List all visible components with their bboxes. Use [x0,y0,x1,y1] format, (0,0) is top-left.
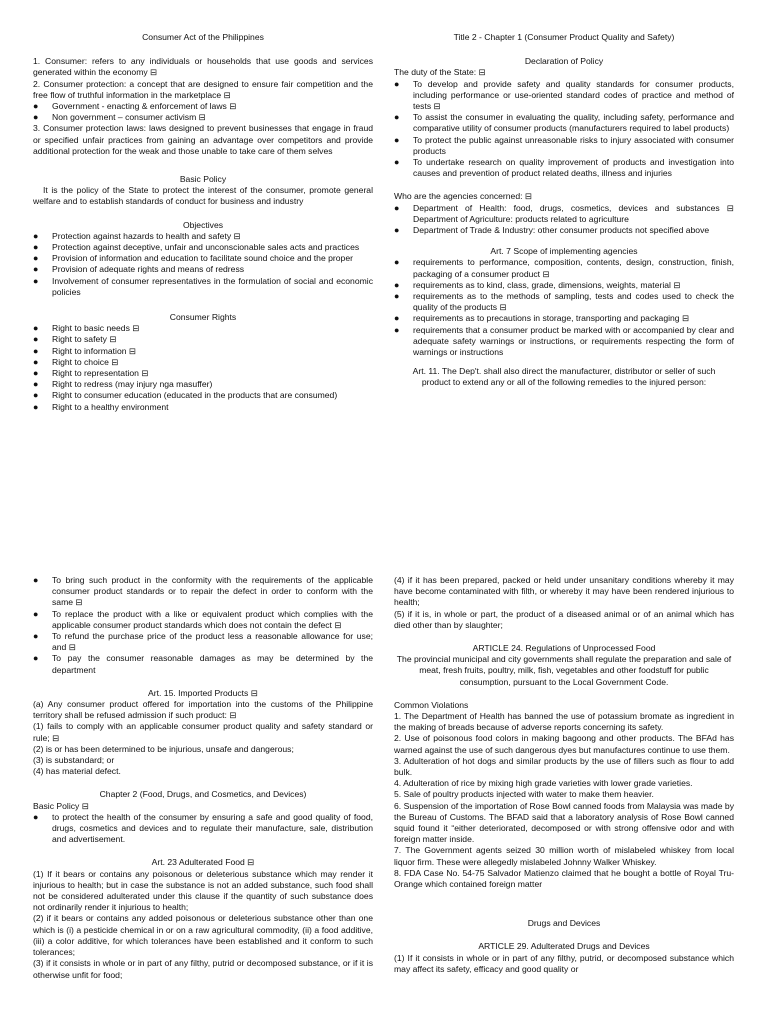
list-item: ● to protect the health of the consumer by ensuring a safe and good quality of food, drugs, cosmetics and devices and to regulate their manufacture, sale, distribution and advertisement. [33,812,373,846]
list-item: ● Involvement of consumer representatives in the formulation of social and economic policies [33,276,373,298]
violation-item: 4. Adulteration of rice by mixing high grade varieties with lower grade varieties. [394,778,693,789]
rights-list [33,323,373,413]
list-item: ● Right to a healthy environment [33,402,373,413]
art15-line: (4) has material defect. [33,766,121,777]
top-right-column [394,32,734,389]
list-item: ● To replace the product with a like or equivalent product which complies with the applicable consumer product standards which does not contain the defect ⊟ [33,609,373,631]
agencies-intro: Who are the agencies concerned: ⊟ [394,191,533,202]
violation-item: 3. Adulteration of hot dogs and similar products by the use of fillers such as flour to add bulk. [394,755,734,778]
list-item: ● Right to information ⊟ [33,346,373,357]
section-heading: Consumer Rights [169,312,237,323]
violation-item: 8. FDA Case No. 54-75 Salvador Matienzo claimed that he bought a bottle of Royal Tru-Orange which contained foreign matter [394,867,734,890]
list-item: ● To assist the consumer in evaluating the quality, including safety, performance and comparative utility of consumer products (manufacturers required to label products) [394,112,734,134]
art23-continued-line: (4) if it has been prepared, packed or held under unsanitary conditions whereby it may have become contaminated with filth, or whereby it may have been rendered injurious to health; [394,575,734,608]
list-item: ● Right to consumer education (educated in the products that are consumed) [33,390,373,401]
list-item: ● Right to safety ⊟ [33,334,373,345]
list-item: ● Right to choice ⊟ [33,357,373,368]
section-heading: Chapter 2 (Food, Drugs, and Cosmetics, and Devices) [99,789,307,800]
list-item: ● To undertake research on quality improvement of products and investigation into causes and prevention of product related deaths, illness and injuries [394,157,734,179]
list-item: ● requirements as to the methods of sampling, tests and codes used to check the quality of the products ⊟ [394,291,734,313]
list-item: ● Department of Trade & Industry: other consumer products not specified above [394,225,734,236]
list-item: ● Right to redress (may injury nga masuffer) [33,379,373,390]
art7-list [394,257,734,358]
list-item: ● requirements as to precautions in storage, transporting and packaging ⊟ [394,313,734,324]
section-heading: Art. 15. Imported Products ⊟ [148,687,258,698]
remedies-list [33,575,373,676]
art23-line: (1) If it bears or contains any poisonous or deleterious substance which may render it injurious to health; but in case the substance is not an added substance, such food shall not be considered adulterated under this clause if the quantity of such substance does not ordinarily render it injurious to health; [33,868,373,913]
list-item: ● Protection against hazards to health and safety ⊟ [33,231,373,242]
chapter-title: Title 2 - Chapter 1 (Consumer Product Quality and Safety) [453,32,675,42]
section-heading: Art. 23 Adulterated Food ⊟ [151,857,255,868]
section-heading: ARTICLE 29. Adulterated Drugs and Devices [478,941,650,952]
list-item: ● To bring such product in the conformity with the requirements of the applicable consumer product standards or to repair the defect in order to conform with the same ⊟ [33,575,373,609]
violation-item: 2. Use of poisonous food colors in making bagoong and other products. The BFAd has warned against the use of such dangerous dyes but manufactures continue to use them. [394,733,734,755]
art15-line: (2) is or has been determined to be injurious, unsafe and dangerous; [33,743,294,754]
bottom-left-column [33,575,373,981]
list-item: ● To protect the public against unreasonable risks to injury associated with consumer products [394,135,734,157]
definition-bullets [33,101,373,123]
list-item: ● requirements as to kind, class, grade, dimensions, weights, material ⊟ [394,280,734,291]
duties-list [394,79,734,180]
art15-line: (1) fails to comply with an applicable consumer product quality and safety standard or rule; ⊟ [33,721,373,743]
art15-line: (a) Any consumer product offered for importation into the customs of the Philippine territory shall be refused admission if such product: ⊟ [33,699,373,721]
art15-line: (3) is substandard; or [33,755,115,766]
violation-item: 1. The Department of Health has banned the use of potassium bromate as ingredient in the making of breads because of adverse reports concerning its safety. [394,711,734,733]
section-heading: ARTICLE 24. Regulations of Unprocessed Food [472,643,656,654]
ch2-list [33,812,373,846]
violation-item: 5. Sale of poultry products injected with water to make them heavier. [394,789,654,800]
definition-3: 3. Consumer protection laws: laws designed to prevent businesses that engage in fraud or specified unfair practices from gaining an advantage over competitors and provide additional protection for the weak and those unable to take care of them selves [33,123,373,156]
violation-item: 7. The Government agents seized 30 million worth of mislabeled whiskey from local liquor firm. These were allegedly mislabeled Johnny Walker Whiskey. [394,845,734,867]
list-item: ● Government - enacting & enforcement of laws ⊟ [33,101,373,112]
document-title: Consumer Act of the Philippines [142,32,264,42]
section-heading: Declaration of Policy [524,56,604,67]
list-item: ● To develop and provide safety and quality standards for consumer products, including performance or use-oriented standard codes of practice and method of tests ⊟ [394,79,734,113]
art23-line: (2) if it bears or contains any added poisonous or deleterious substance other than one which is (i) a pesticide chemical in or on a raw agricultural commodity, (ii) a food additive, (iii) a color additive, for which tolerances have been established and it conform to such tolerances; [33,913,373,958]
list-item: ● Provision of adequate rights and means of redress [33,264,373,275]
list-item: ● Right to representation ⊟ [33,368,373,379]
art23-continued-line: (5) if it is, in whole or part, the product of a diseased animal or of an animal which has died other than by slaughter; [394,608,734,630]
violations-heading: Common Violations [394,699,469,710]
art11-text: Art. 11. The Dep't. shall also direct the manufacturer, distributor or seller of such product to extend any or all of the following remedies to the injured person: [412,366,716,388]
objectives-list [33,231,373,298]
art29-text: (1) If it consists in whole or in part of any filthy, putrid, or decomposed substance which may affect its safety, efficacy and good quality or [394,952,734,974]
definition-1: 1. Consumer: refers to any individuals or households that use goods and services generated within the economy ⊟ [33,56,373,78]
top-left-column [33,32,373,413]
violation-item: 6. Suspension of the importation of Rose Bowl canned foods from Malaysia was made by the Bureau of Customs. The BFAD said that a laboratory analysis of Rose Bowl canned squid found it “either deteriorated, decomposed or with strong offensive odor and with foreign matter inside. [394,800,734,845]
bottom-right-column [394,575,734,975]
duty-intro: The duty of the State: ⊟ [394,67,486,78]
list-item: ● To refund the purchase price of the product less a reasonable allowance for use; and ⊟ [33,631,373,653]
art23-line: (3) if it consists in whole or in part of any filthy, putrid or decomposed substance, or if it is otherwise unfit for food; [33,958,373,980]
list-item: ● Protection against deceptive, unfair and unconscionable sales acts and practices [33,242,373,253]
section-heading: Drugs and Devices [527,918,601,929]
list-item: ● requirements to performance, composition, contents, design, construction, finish, packaging of a consumer product ⊟ [394,257,734,279]
list-item: ● Right to basic needs ⊟ [33,323,373,334]
section-heading: Basic Policy [179,174,227,185]
agencies-list [394,203,734,237]
section-heading: Art. 7 Scope of implementing agencies [490,246,638,257]
list-item: ● To pay the consumer reasonable damages as may be determined by the department [33,653,373,675]
basic-policy-label: Basic Policy ⊟ [33,800,89,811]
art24-text: The provincial municipal and city governments shall regulate the preparation and sale of meat, fresh fruits, poultry, milk, fish, vegetables and other foodstuff for public consumption, pursuant to the Local Government Code. [396,654,732,687]
list-item: ● requirements that a consumer product be marked with or accompanied by clear and adequate safety warnings or instructions, or requirements respecting the form of warnings or instructions [394,325,734,359]
basic-policy-text: It is the policy of the State to protect the interest of the consumer, promote general welfare and to establish standards of conduct for business and industry [33,185,373,207]
list-item: ● Non government – consumer activism ⊟ [33,112,373,123]
definition-2: 2. Consumer protection: a concept that are designed to ensure fair competition and the free flow of truthful information in the marketplace ⊟ [33,78,373,100]
section-heading: Objectives [182,219,224,230]
list-item: ● Department of Health: food, drugs, cosmetics, devices and substances ⊟ Department of Agriculture: products related to agriculture [394,203,734,225]
list-item: ● Provision of information and education to facilitate sound choice and the proper [33,253,373,264]
